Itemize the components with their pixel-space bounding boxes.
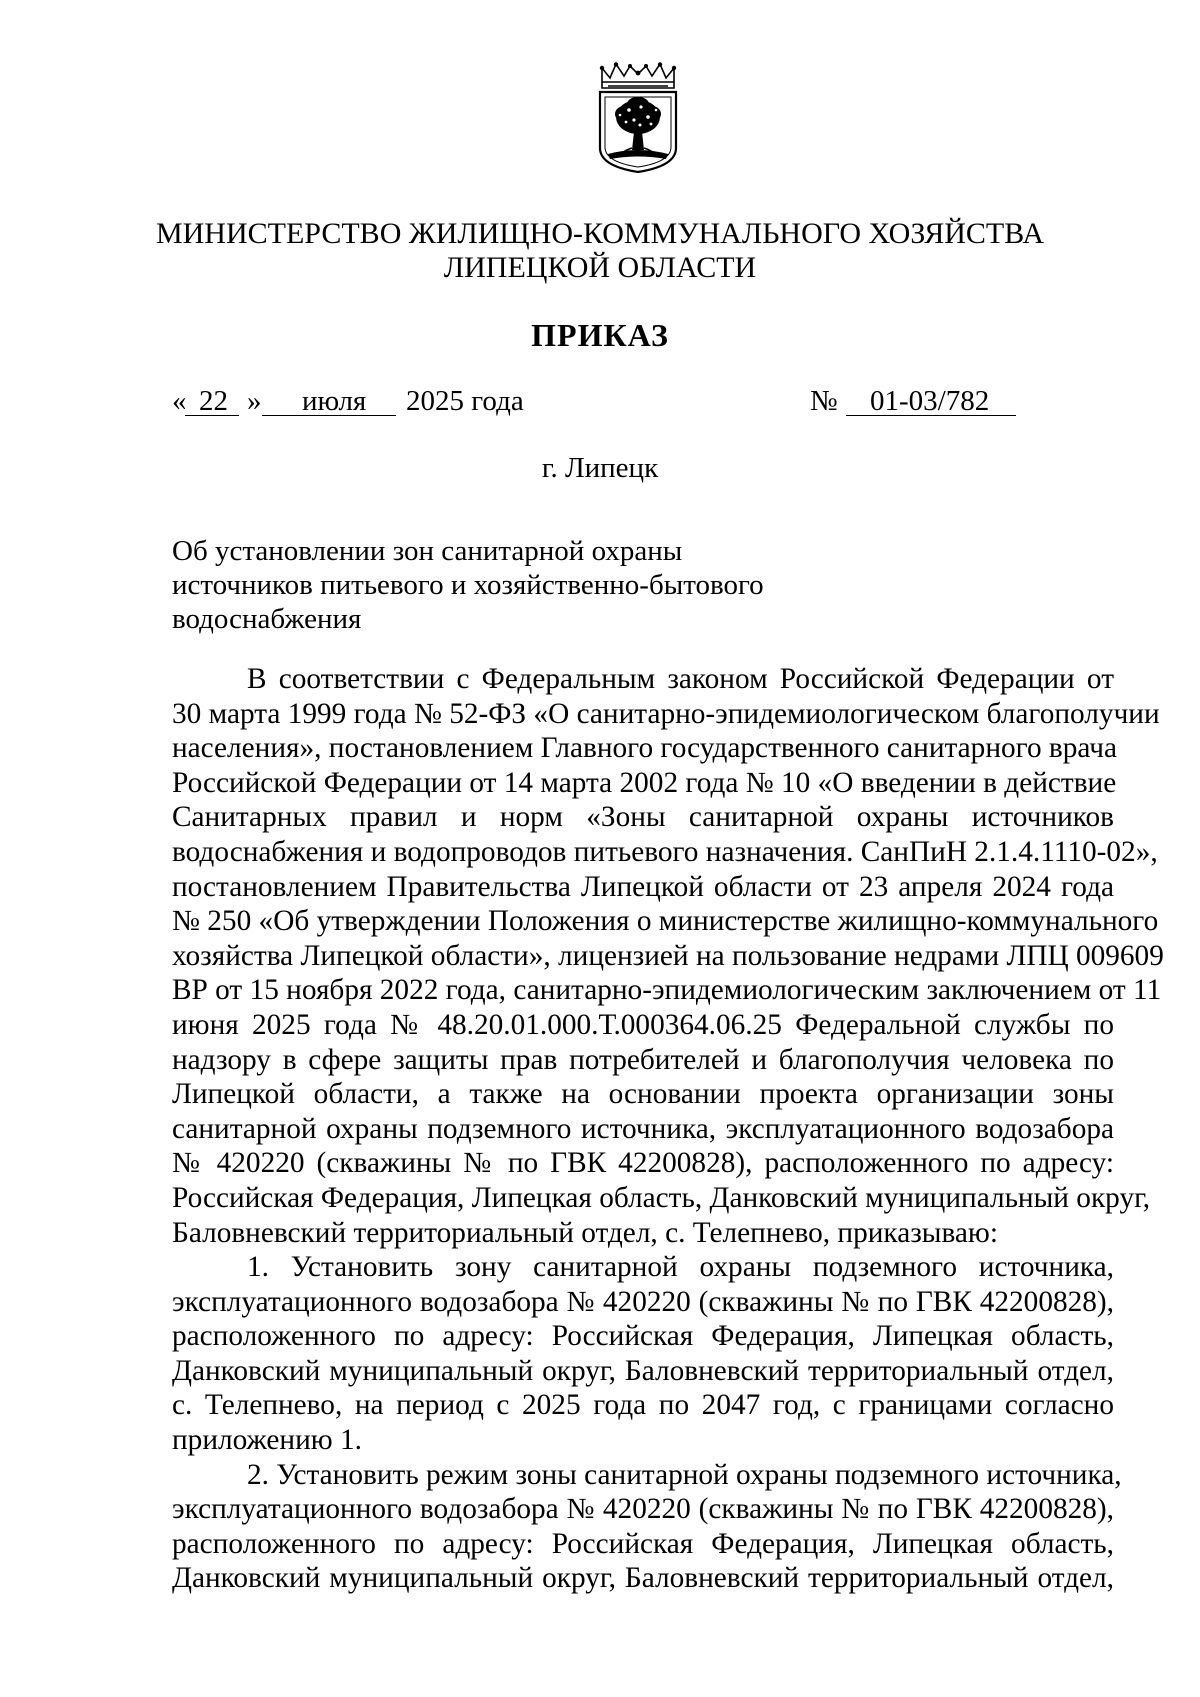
ministry-name [0,217,1200,285]
date-open-quote: « [172,385,187,417]
coat-of-arms-icon [596,62,680,174]
body-line: В соответствии с Федеральным законом Российской Федерации от [247,663,1114,695]
date-day: 22 [199,385,228,417]
body-line: санитарной охраны подземного источника, эксплуатационного водозабора [172,1112,1114,1145]
clause-1-line: 1. Установить зону санитарной охраны подземного источника, [247,1251,1114,1284]
day-underline [185,415,239,416]
date-month: июля [302,385,367,417]
clause-2-line: эксплуатационного водозабора № 420220 (скважины № по ГВК 42200828), [172,1493,1114,1526]
clause-1-line: приложению 1. [172,1424,362,1457]
order-number: 01-03/782 [870,385,990,417]
clause-1-line: с. Телепнево, на период с 2025 года по 2047 год, с границами согласно [172,1389,1114,1422]
body-line: Липецкой области, а также на основании проекта организации зоны [172,1078,1114,1111]
body-line: № 250 «Об утверждении Положения о министерстве жилищно-коммунального [172,905,1159,938]
body-line: надзору в сфере защиты прав потребителей и благополучия человека по [172,1043,1114,1076]
subject-line: водоснабжения [172,603,362,635]
document-type-title: ПРИКАЗ [531,317,669,353]
clause-2-line: 2. Установить режим зоны санитарной охраны подземного источника, [247,1458,1122,1491]
clause-1-line: Данковский муниципальный округ, Баловневский территориальный отдел, [172,1354,1114,1387]
clause-1-line: расположенного по адресу: Российская Федерация, Липецкая область, [172,1320,1114,1353]
body-line: № 420220 (скважины № по ГВК 42200828), расположенного по адресу: [172,1147,1114,1180]
body-line: Баловневский территориальный отдел, с. Телепнево, приказываю: [172,1216,998,1249]
body-line: Санитарных правил и норм «Зоны санитарной охраны источников [172,801,1114,834]
order-subject [172,534,792,636]
city: г. Липецк [541,452,659,484]
number-underline [846,415,1016,416]
body-line: Российская Федерация, Липецкая область, Данковский муниципальный округ, [172,1181,1151,1214]
ministry-name-line2: ЛИПЕЦКОЙ ОБЛАСТИ [443,251,757,284]
body-line: 30 марта 1999 года № 52-ФЗ «О санитарно-эпидемиологическом благополучии [172,697,1160,730]
date-close-quote: » [247,385,262,417]
body-line: постановлением Правительства Липецкой области от 23 апреля 2024 года [172,870,1114,903]
month-underline [262,415,396,416]
order-body [172,662,1164,1596]
clause-2-line: расположенного по адресу: Российская Федерация, Липецкая область, [172,1527,1114,1560]
date-year: 2025 года [406,385,524,417]
number-sign: № [810,385,838,417]
body-line: водоснабжения и водопроводов питьевого назначения. СанПиН 2.1.4.1110-02», [172,835,1158,868]
subject-line: источников питьевого и хозяйственно-бытового [172,569,764,601]
body-line: Российской Федерации от 14 марта 2002 года № 10 «О введении в действие [172,766,1117,799]
body-line: июня 2025 года № 48.20.01.000.Т.000364.06.25 Федеральной службы по [172,1008,1114,1041]
clause-2-line: Данковский муниципальный округ, Баловневский территориальный отдел, [172,1562,1114,1595]
body-line: ВР от 15 ноября 2022 года, санитарно-эпидемиологическим заключением от 11 [172,974,1162,1007]
subject-line: Об установлении зон санитарной охраны [172,535,683,567]
body-line: населения», постановлением Главного государственного санитарного врача [172,732,1117,765]
body-line: хозяйства Липецкой области», лицензией на пользование недрами ЛПЦ 009609 [172,939,1164,972]
clause-1-line: эксплуатационного водозабора № 420220 (скважины № по ГВК 42200828), [172,1285,1114,1318]
ministry-name-line1: МИНИСТЕРСТВО ЖИЛИЩНО-КОММУНАЛЬНОГО ХОЗЯЙСТВА [155,217,1045,250]
